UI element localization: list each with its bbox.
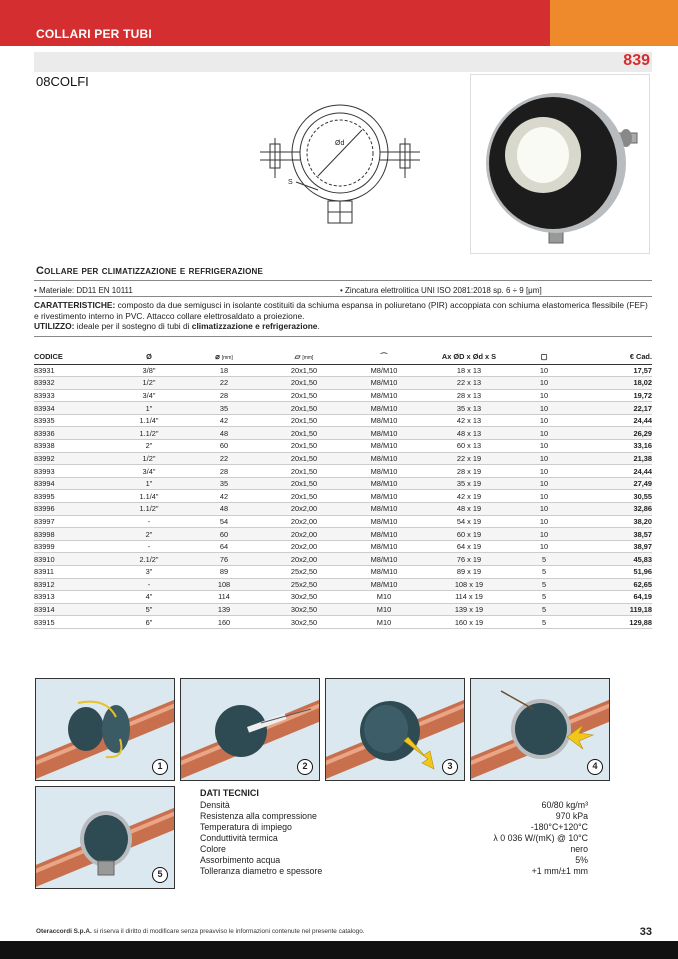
technical-data-value: nero (570, 844, 588, 854)
table-row (34, 515, 652, 528)
cell-pipe-diameter: 42 (184, 490, 264, 503)
table-row (34, 377, 652, 390)
cell-code: 83936 (34, 427, 114, 440)
cell-band-size: 30x2,50 (264, 616, 344, 629)
header-accent (550, 0, 678, 46)
cell-code: 83910 (34, 553, 114, 566)
cell-code: 83931 (34, 364, 114, 377)
header-diameter: Ø (114, 350, 184, 364)
technical-data-value: λ 0 036 W/(mK) @ 10°C (493, 833, 588, 843)
table-row (34, 440, 652, 453)
cell-pipe-diameter: 22 (184, 452, 264, 465)
cell-thread: M8/M10 (344, 452, 424, 465)
table-row (34, 578, 652, 591)
cell-price: 19,72 (574, 389, 652, 402)
table-row (34, 402, 652, 415)
cell-dimensions: 89 x 19 (424, 566, 514, 579)
cell-band-size: 25x2,50 (264, 578, 344, 591)
cell-band-size: 20x1,50 (264, 440, 344, 453)
cell-pack: 10 (514, 515, 574, 528)
table-row (34, 566, 652, 579)
cell-pack: 10 (514, 427, 574, 440)
cell-dimensions: 48 x 19 (424, 503, 514, 516)
cell-price: 30,55 (574, 490, 652, 503)
divider (34, 280, 652, 281)
step-number: 3 (442, 759, 458, 775)
technical-data-label: Tolleranza diametro e spessore (200, 866, 323, 876)
page-number: 33 (639, 926, 652, 938)
cell-band-size: 25x2,50 (264, 566, 344, 579)
technical-data-value: +1 mm/±1 mm (531, 866, 588, 876)
cell-thread: M8/M10 (344, 465, 424, 478)
cell-dimensions: 18 x 13 (424, 364, 514, 377)
cell-pipe-diameter: 35 (184, 402, 264, 415)
band-size-icon: ▱ (294, 352, 301, 362)
step-number: 5 (152, 867, 168, 883)
step-number: 2 (297, 759, 313, 775)
cell-diameter: 1.1/4" (114, 490, 184, 503)
cell-pack: 10 (514, 540, 574, 553)
cell-thread: M8/M10 (344, 540, 424, 553)
cell-dimensions: 48 x 13 (424, 427, 514, 440)
page-code-bar (34, 52, 652, 72)
technical-data-title: DATI TECNICI (200, 788, 259, 798)
usage-end: . (317, 321, 320, 331)
cell-band-size: 20x2,00 (264, 553, 344, 566)
cell-dimensions: 35 x 13 (424, 402, 514, 415)
cell-dimensions: 22 x 13 (424, 377, 514, 390)
product-description (34, 300, 654, 332)
footer-company: Oteraccordi S.p.A. (36, 928, 92, 935)
cell-diameter: 3/8" (114, 364, 184, 377)
cell-pack: 5 (514, 566, 574, 579)
cell-pack: 5 (514, 603, 574, 616)
technical-data-label: Densità (200, 800, 230, 810)
cell-price: 38,97 (574, 540, 652, 553)
cell-pack: 5 (514, 591, 574, 604)
product-code: 08COLFI (36, 74, 89, 89)
insulated-clamp-image (471, 75, 649, 253)
cell-diameter: 3/4" (114, 389, 184, 402)
cell-price: 51,96 (574, 566, 652, 579)
cell-band-size: 30x2,50 (264, 591, 344, 604)
cell-pack: 5 (514, 616, 574, 629)
cell-band-size: 30x2,50 (264, 603, 344, 616)
product-photo (470, 74, 650, 254)
table-row (34, 616, 652, 629)
cell-code: 83932 (34, 377, 114, 390)
cell-diameter: 1.1/2" (114, 503, 184, 516)
spec-material: • Materiale: DD11 EN 10111 (34, 286, 133, 295)
table-row (34, 591, 652, 604)
step-number: 4 (587, 759, 603, 775)
table-row (34, 503, 652, 516)
cell-thread: M8/M10 (344, 553, 424, 566)
header-code: CODICE (34, 350, 114, 364)
cell-pipe-diameter: 108 (184, 578, 264, 591)
cell-diameter: 1" (114, 477, 184, 490)
cell-price: 32,86 (574, 503, 652, 516)
cell-dimensions: 76 x 19 (424, 553, 514, 566)
cell-price: 45,83 (574, 553, 652, 566)
table-row (34, 477, 652, 490)
technical-data-row (200, 811, 588, 822)
cell-thread: M8/M10 (344, 427, 424, 440)
cell-pack: 10 (514, 503, 574, 516)
cell-dimensions: 42 x 19 (424, 490, 514, 503)
page-code: 839 (623, 52, 650, 69)
cell-diameter: 1" (114, 402, 184, 415)
cell-band-size: 20x1,50 (264, 465, 344, 478)
cell-code: 83995 (34, 490, 114, 503)
cell-pack: 10 (514, 452, 574, 465)
technical-data-row (200, 822, 588, 833)
cell-price: 64,19 (574, 591, 652, 604)
technical-data-row (200, 844, 588, 855)
cell-price: 26,29 (574, 427, 652, 440)
divider (34, 296, 652, 297)
cell-thread: M8/M10 (344, 490, 424, 503)
cell-price: 21,38 (574, 452, 652, 465)
footer-disclaimer (36, 928, 365, 935)
usage-label: UTILIZZO: (34, 321, 75, 331)
cell-price: 24,44 (574, 414, 652, 427)
cell-pack: 10 (514, 414, 574, 427)
cell-diameter: 4" (114, 591, 184, 604)
cell-dimensions: 28 x 13 (424, 389, 514, 402)
header-pipe-diameter: ⌀ [mm] (184, 350, 264, 364)
cell-thread: M8/M10 (344, 377, 424, 390)
table-row (34, 389, 652, 402)
cell-code: 83998 (34, 528, 114, 541)
cell-thread: M8/M10 (344, 364, 424, 377)
cell-pipe-diameter: 60 (184, 528, 264, 541)
usage-highlight: climatizzazione e refrigerazione (191, 321, 318, 331)
cell-code: 83994 (34, 477, 114, 490)
cell-thread: M10 (344, 616, 424, 629)
cell-thread: M8/M10 (344, 402, 424, 415)
cell-diameter: 2" (114, 440, 184, 453)
cell-code: 83999 (34, 540, 114, 553)
cell-pack: 10 (514, 389, 574, 402)
cell-code: 83915 (34, 616, 114, 629)
install-step-2 (180, 678, 320, 781)
cell-thread: M8/M10 (344, 566, 424, 579)
cell-band-size: 20x1,50 (264, 364, 344, 377)
cell-pack: 10 (514, 490, 574, 503)
cell-thread: M8/M10 (344, 477, 424, 490)
package-box-icon: ▢ (540, 352, 548, 362)
cell-code: 83934 (34, 402, 114, 415)
cell-diameter: 1.1/4" (114, 414, 184, 427)
header-title: COLLARI PER TUBI (36, 27, 152, 41)
cell-code: 83992 (34, 452, 114, 465)
cell-price: 119,18 (574, 603, 652, 616)
step-number: 1 (152, 759, 168, 775)
drawing-diameter-label: Ød (335, 140, 345, 147)
cell-pipe-diameter: 35 (184, 477, 264, 490)
cell-thread: M10 (344, 591, 424, 604)
table-row (34, 490, 652, 503)
section-title: Collare per climatizzazione e refrigerazione (36, 265, 264, 277)
cell-thread: M8/M10 (344, 503, 424, 516)
cell-band-size: 20x1,50 (264, 389, 344, 402)
cell-price: 27,49 (574, 477, 652, 490)
cell-dimensions: 139 x 19 (424, 603, 514, 616)
product-table (34, 350, 652, 629)
technical-data-row (200, 855, 588, 866)
technical-data-label: Temperatura di impiego (200, 822, 292, 832)
technical-data-value: 60/80 kg/m³ (541, 800, 588, 810)
install-step-4 (470, 678, 610, 781)
cell-thread: M8/M10 (344, 515, 424, 528)
cell-code: 83997 (34, 515, 114, 528)
table-row (34, 553, 652, 566)
cell-code: 83996 (34, 503, 114, 516)
cell-price: 18,02 (574, 377, 652, 390)
cell-band-size: 20x1,50 (264, 490, 344, 503)
cell-diameter: 2.1/2" (114, 553, 184, 566)
cell-code: 83911 (34, 566, 114, 579)
spec-zinc: • Zincatura elettrolitica UNI ISO 2081:2018 sp. 6 ÷ 9 [μm] (340, 286, 542, 295)
cell-code: 83913 (34, 591, 114, 604)
technical-data-row (200, 866, 588, 877)
cell-band-size: 20x2,00 (264, 540, 344, 553)
technical-data-value: 970 kPa (555, 811, 588, 821)
technical-data-label: Conduttività termica (200, 833, 278, 843)
cell-code: 83935 (34, 414, 114, 427)
footer-text: si riserva il diritto di modificare senza preavviso le informazioni contenute nel presente catalogo. (91, 928, 365, 935)
cell-dimensions: 60 x 19 (424, 528, 514, 541)
cell-band-size: 20x1,50 (264, 477, 344, 490)
cell-dimensions: 22 x 19 (424, 452, 514, 465)
technical-data-value: 5% (575, 855, 588, 865)
install-step-5 (35, 786, 175, 889)
cell-pipe-diameter: 42 (184, 414, 264, 427)
cell-band-size: 20x1,50 (264, 452, 344, 465)
cell-dimensions: 64 x 19 (424, 540, 514, 553)
table-row (34, 603, 652, 616)
cell-pack: 10 (514, 440, 574, 453)
cell-code: 83912 (34, 578, 114, 591)
cell-pipe-diameter: 60 (184, 440, 264, 453)
cell-dimensions: 54 x 19 (424, 515, 514, 528)
cell-diameter: 3" (114, 566, 184, 579)
cell-price: 33,16 (574, 440, 652, 453)
usage-text: ideale per il sostegno di tubi di (74, 321, 192, 331)
cell-dimensions: 160 x 19 (424, 616, 514, 629)
technical-data-value: -180°C+120°C (530, 822, 588, 832)
cell-diameter: 2" (114, 528, 184, 541)
cell-diameter: 6" (114, 616, 184, 629)
cell-price: 38,20 (574, 515, 652, 528)
cell-dimensions: 60 x 13 (424, 440, 514, 453)
cell-price: 62,65 (574, 578, 652, 591)
cell-pipe-diameter: 54 (184, 515, 264, 528)
cell-pack: 10 (514, 377, 574, 390)
header-band-size: ▱ [mm] (264, 350, 344, 364)
cell-pipe-diameter: 64 (184, 540, 264, 553)
cell-pipe-diameter: 48 (184, 427, 264, 440)
cell-diameter: 1/2" (114, 452, 184, 465)
cell-price: 24,44 (574, 465, 652, 478)
divider (34, 336, 652, 337)
characteristics-text: composto da due semigusci in isolante costituiti da schiuma espansa in poliuretano (PIR) accoppiata con schiuma elastomerica flessibile (FEF) e rivestimento interno in PVC. Attacco collare elettrosaldato a proiezione. (34, 300, 648, 321)
cell-price: 38,57 (574, 528, 652, 541)
table-header-row (34, 350, 652, 364)
cell-price: 129,88 (574, 616, 652, 629)
cell-dimensions: 42 x 13 (424, 414, 514, 427)
cell-band-size: 20x2,00 (264, 503, 344, 516)
cell-pipe-diameter: 160 (184, 616, 264, 629)
cell-thread: M8/M10 (344, 414, 424, 427)
cell-diameter: - (114, 578, 184, 591)
table-row (34, 528, 652, 541)
cell-band-size: 20x2,00 (264, 515, 344, 528)
cell-pack: 10 (514, 364, 574, 377)
cell-band-size: 20x2,00 (264, 528, 344, 541)
cell-price: 17,57 (574, 364, 652, 377)
cell-pipe-diameter: 89 (184, 566, 264, 579)
cell-pack: 5 (514, 553, 574, 566)
cell-thread: M8/M10 (344, 440, 424, 453)
cell-band-size: 20x1,50 (264, 427, 344, 440)
cell-thread: M8/M10 (344, 578, 424, 591)
cell-pipe-diameter: 22 (184, 377, 264, 390)
cell-diameter: 1.1/2" (114, 427, 184, 440)
cell-pipe-diameter: 28 (184, 389, 264, 402)
cell-pipe-diameter: 76 (184, 553, 264, 566)
cell-pipe-diameter: 48 (184, 503, 264, 516)
footer-bar (0, 941, 678, 959)
drawing-thickness-label: S (288, 179, 293, 186)
technical-data-row (200, 800, 588, 811)
cell-thread: M8/M10 (344, 389, 424, 402)
table-row (34, 540, 652, 553)
technical-data (200, 788, 588, 877)
technical-drawing (240, 98, 450, 238)
cell-dimensions: 28 x 19 (424, 465, 514, 478)
cell-band-size: 20x1,50 (264, 402, 344, 415)
cell-code: 83914 (34, 603, 114, 616)
cell-pipe-diameter: 139 (184, 603, 264, 616)
install-step-3 (325, 678, 465, 781)
cell-diameter: - (114, 540, 184, 553)
cell-pack: 5 (514, 578, 574, 591)
header-pack (514, 350, 574, 364)
install-step-1 (35, 678, 175, 781)
header-dimensions: Ax ØD x Ød x S (424, 350, 514, 364)
cell-code: 83993 (34, 465, 114, 478)
table-row (34, 414, 652, 427)
technical-data-label: Resistenza alla compressione (200, 811, 317, 821)
cell-dimensions: 114 x 19 (424, 591, 514, 604)
technical-data-label: Colore (200, 844, 226, 854)
table-row (34, 427, 652, 440)
technical-data-label: Assorbimento acqua (200, 855, 281, 865)
cell-thread: M8/M10 (344, 528, 424, 541)
cell-diameter: 3/4" (114, 465, 184, 478)
pipe-diameter-icon: ⌀ (215, 352, 220, 362)
characteristics-label: CARATTERISTICHE: (34, 300, 116, 310)
cell-pack: 10 (514, 477, 574, 490)
thread-nut-icon: ⌒ (380, 352, 388, 362)
cell-diameter: - (114, 515, 184, 528)
cell-pack: 10 (514, 402, 574, 415)
cell-code: 83938 (34, 440, 114, 453)
cell-thread: M10 (344, 603, 424, 616)
cell-price: 22,17 (574, 402, 652, 415)
cell-code: 83933 (34, 389, 114, 402)
cell-diameter: 1/2" (114, 377, 184, 390)
header-thread (344, 350, 424, 364)
cell-pipe-diameter: 18 (184, 364, 264, 377)
cell-diameter: 5" (114, 603, 184, 616)
table-row (34, 364, 652, 377)
technical-data-row (200, 833, 588, 844)
cell-pack: 10 (514, 465, 574, 478)
table-row (34, 465, 652, 478)
header-price: € Cad. (574, 350, 652, 364)
cell-dimensions: 35 x 19 (424, 477, 514, 490)
cell-pipe-diameter: 28 (184, 465, 264, 478)
cell-band-size: 20x1,50 (264, 377, 344, 390)
table-row (34, 452, 652, 465)
cell-band-size: 20x1,50 (264, 414, 344, 427)
cell-pack: 10 (514, 528, 574, 541)
cell-pipe-diameter: 114 (184, 591, 264, 604)
cell-dimensions: 108 x 19 (424, 578, 514, 591)
